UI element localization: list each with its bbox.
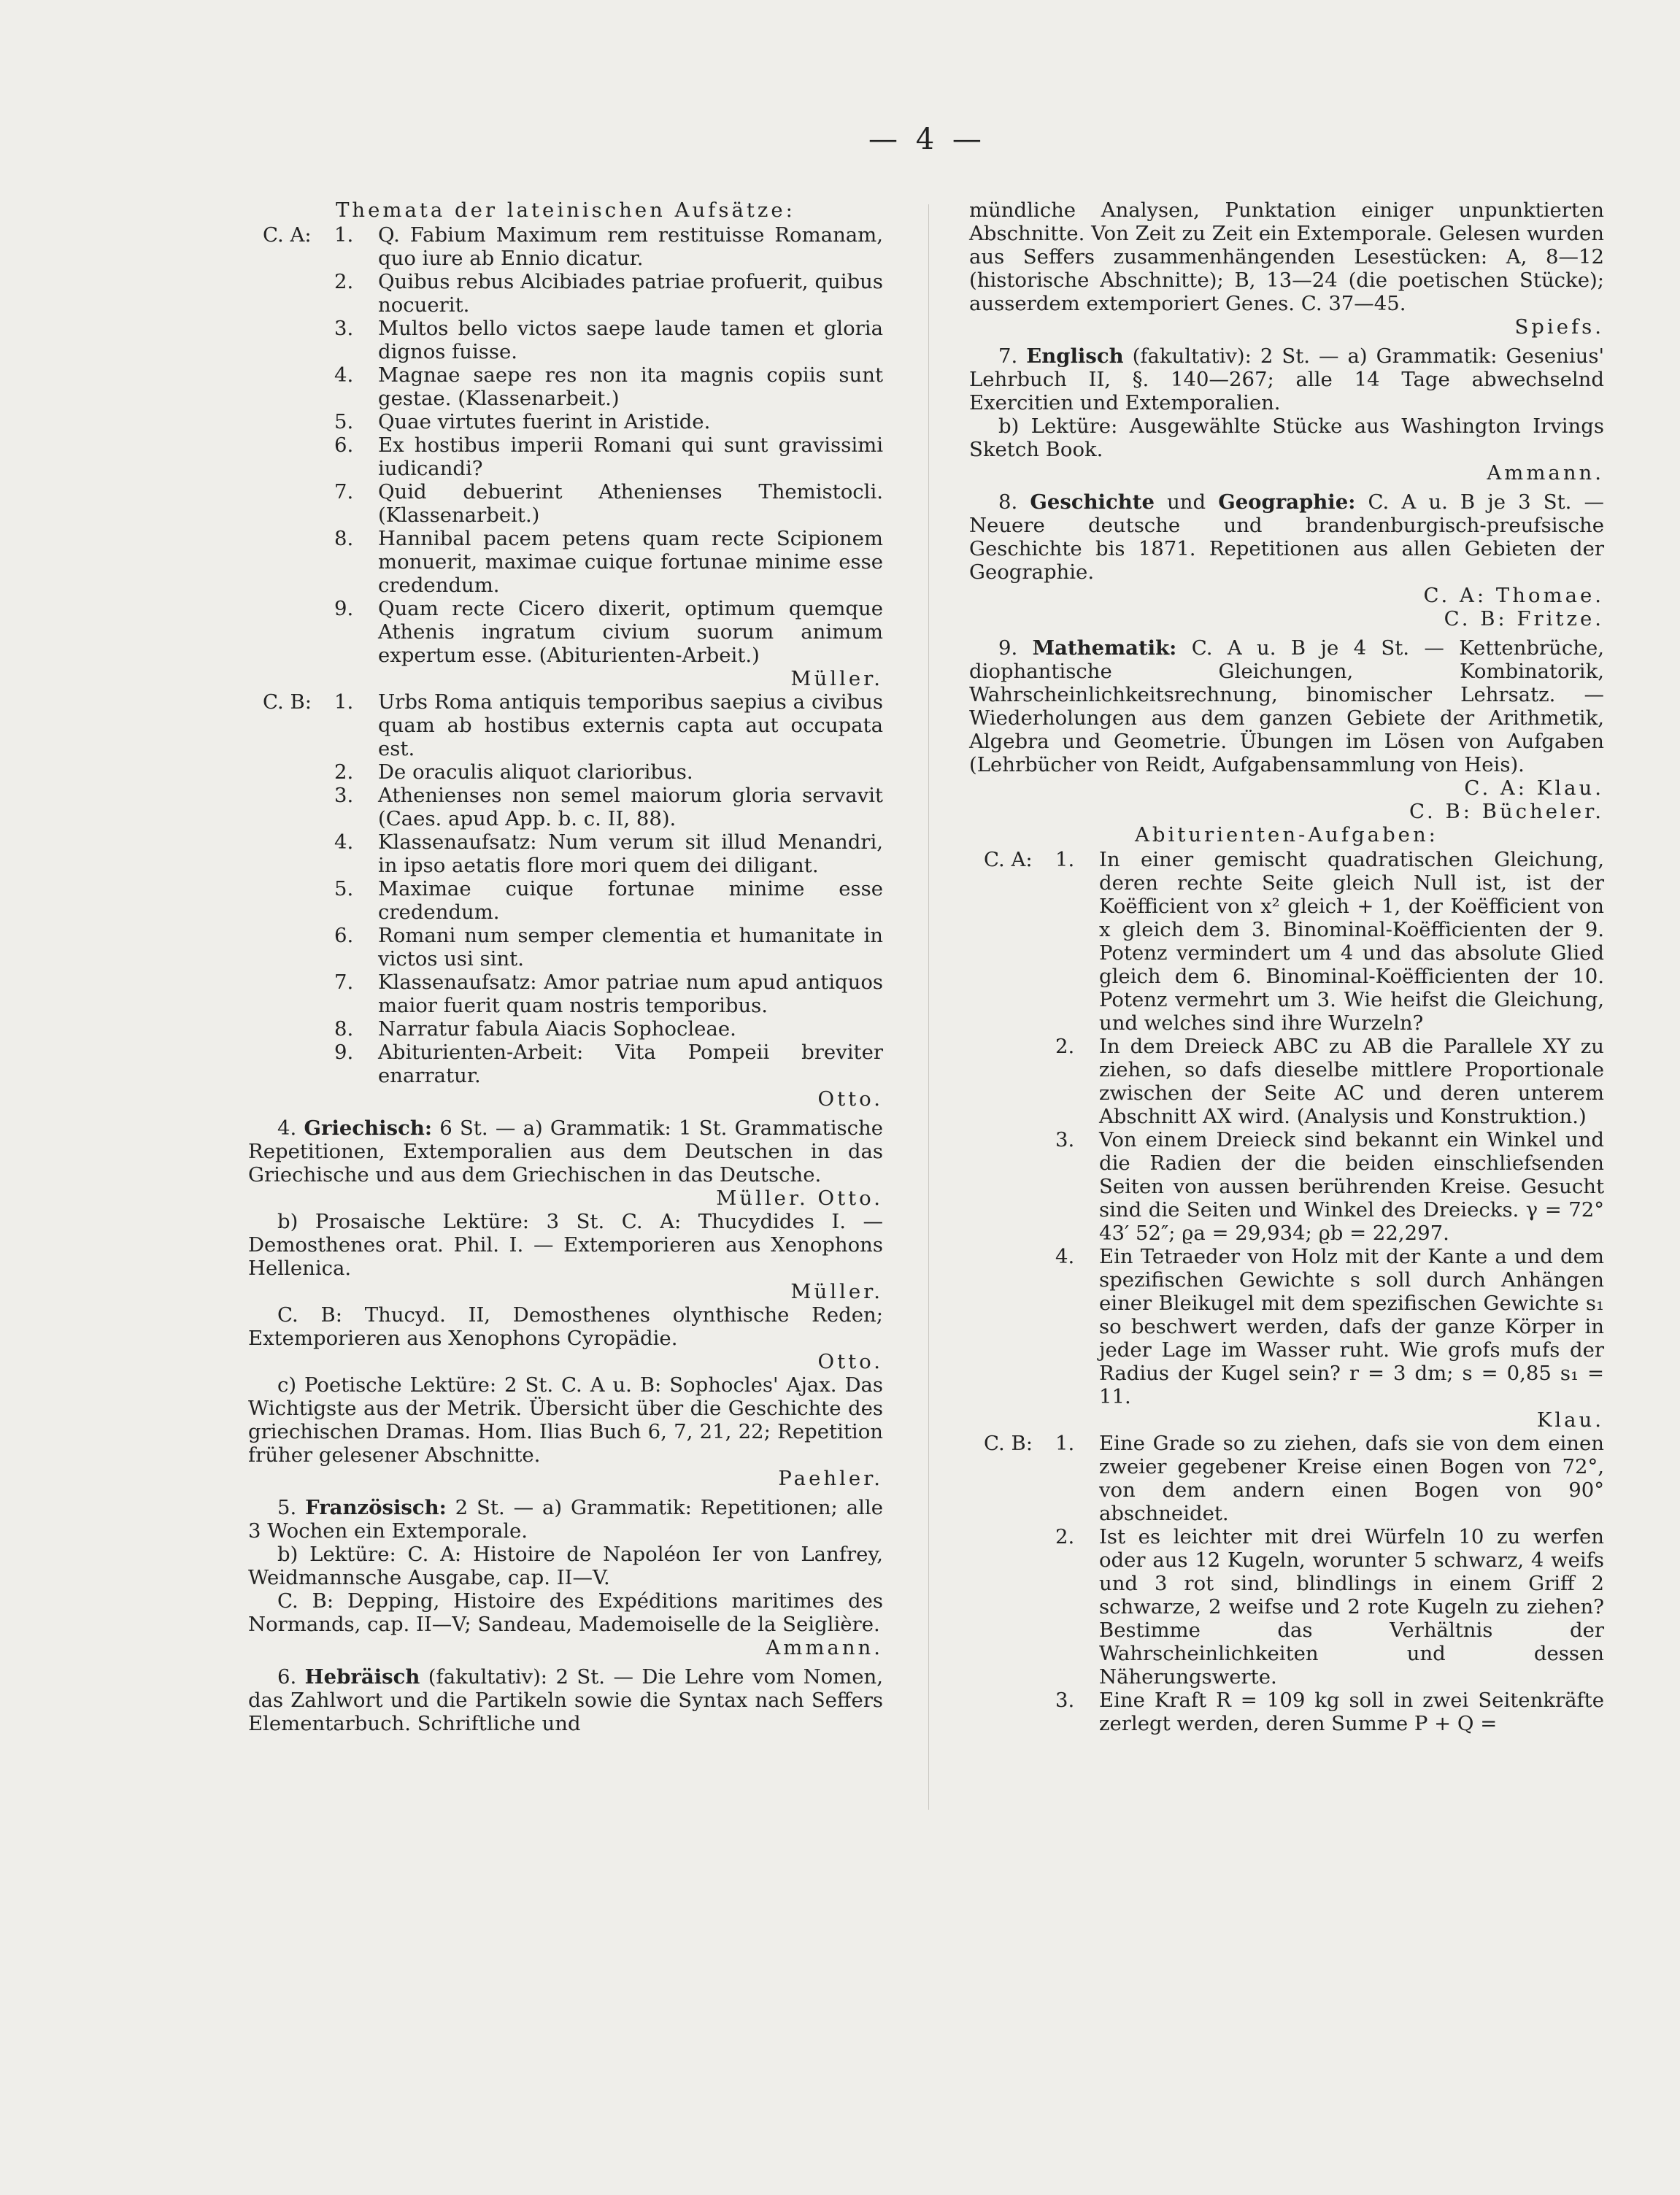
- abitur-heading: Abiturienten-Aufgaben:: [1135, 823, 1438, 846]
- french-signature: Ammann.: [766, 1636, 883, 1659]
- history-signature-b: C. B: Fritze.: [1444, 607, 1604, 630]
- english-title: Englisch: [1026, 344, 1124, 368]
- greek-title: Griechisch:: [304, 1116, 432, 1140]
- ca-label: C. A:: [984, 848, 1033, 871]
- list-item: 7. Quid debuerint Athenienses Themistocli. (Klassenarbeit.): [334, 480, 883, 527]
- math-title: Mathematik:: [1032, 636, 1177, 660]
- list-item: 2. Quibus rebus Alcibiades patriae profuerit, quibus nocuerit.: [334, 270, 883, 317]
- list-item: 2. De oraculis aliquot clarioribus.: [334, 760, 693, 784]
- signature-otto: Otto.: [817, 1087, 883, 1111]
- french-title: Französisch:: [305, 1496, 447, 1519]
- column-divider: [928, 204, 929, 1810]
- list-item: 6. Ex hostibus imperii Romani qui sunt gravissimi iudicandi?: [334, 433, 883, 480]
- section-french: 5. Französisch: 2 St. — a) Grammatik: Repetitionen; alle 3 Wochen ein Extemporale. b) Lektüre: C. A: Histoire de Napoléon Ier von Lanfrey, Weidmannsche Ausgabe, cap. II—V. C. B: Depping, Histoire des Expéditions maritimes des Normands, cap. II—V; Sandeau, Mademoiselle de la Seiglière. Ammann.: [248, 1496, 883, 1659]
- signature-klau: Klau.: [1536, 1408, 1604, 1432]
- list-item: 6. Romani num semper clementia et humanitate in victos usi sint.: [334, 924, 883, 971]
- ca-label: C. A:: [263, 223, 312, 247]
- list-item: 3. Von einem Dreieck sind bekannt ein Winkel und die Radien der die beiden einschliefsenden Seiten von aussen berührenden Kreise. Gesucht sind die Seiten und Winkel des Dreiecks. γ = 72° 43′ 52″; ϱa = 29,934; ϱb = 22,297.: [1055, 1128, 1604, 1245]
- list-item: 8. Narratur fabula Aiacis Sophocleae.: [334, 1017, 736, 1041]
- english-signature: Ammann.: [1487, 461, 1604, 485]
- signature-mueller: Müller.: [790, 667, 883, 690]
- geography-title: Geographie:: [1218, 490, 1356, 514]
- list-item: 4. Ein Tetraeder von Holz mit der Kante a und dem spezifischen Gewichte s soll durch Anhängen einer Bleikugel mit dem spezifischen Gewichte s₁ so beschwert werden, dafs der ganze Körper in jeder Lage im Wasser ruht. Wie grofs mufs der Radius der Kugel sein? r = 3 dm; s = 0,85 s₁ = 11.: [1055, 1245, 1604, 1408]
- math-signature-a: C. A: Klau.: [1464, 776, 1604, 800]
- list-item: 3. Multos bello victos saepe laude tamen et gloria dignos fuisse.: [334, 317, 883, 363]
- list-item: 4. Magnae saepe res non ita magnis copiis sunt gestae. (Klassenarbeit.): [334, 363, 883, 410]
- history-title: Geschichte: [1030, 490, 1155, 514]
- hebrew-title: Hebräisch: [304, 1665, 420, 1689]
- list-item: 3. Athenienses non semel maiorum gloria servavit (Caes. apud App. b. c. II, 88).: [334, 784, 883, 830]
- section-history: 8. Geschichte und Geographie: C. A u. B je 3 St. — Neuere deutsche und brandenburgisch-preufsische Geschichte bis 1871. Repetitionen aus allen Gebieten der Geographie. C. A: Thomae. C. B: Fritze.: [969, 490, 1604, 630]
- list-item: 8. Hannibal pacem petens quam recte Scipionem monuerit, maximae cuique fortunae minime esse credendum.: [334, 527, 883, 597]
- list-item: C. A: 1. In einer gemischt quadratischen Gleichung, deren rechte Seite gleich Null ist, ist der Koëfficient von x² gleich + 1, der Koëfficient von x gleich dem 3. Binominal-Koëfficienten der 9. Potenz vermindert um 4 und das absolute Glied gleich dem 6. Binominal-Koëfficienten der 10. Potenz vermehrt um 3. Wie heifst die Gleichung, und welches sind ihre Wurzeln?: [984, 848, 1604, 1035]
- cb-label: C. B:: [984, 1432, 1033, 1455]
- list-item: C. B: 1. Eine Grade so zu ziehen, dafs sie von dem einen zweier gegebener Kreise einen Bogen von 72°, von dem andern einen Bogen von 90° abschneidet.: [984, 1432, 1604, 1525]
- list-item: 3. Eine Kraft R = 109 kg soll in zwei Seitenkräfte zerlegt werden, deren Summe P + Q =: [1055, 1689, 1604, 1735]
- section-greek: 4. Griechisch: 6 St. — a) Grammatik: 1 St. Grammatische Repetitionen, Extemporalien aus dem Deutschen in das Griechische und aus dem Griechischen in das Deutsche. Müller. Otto. b) Prosaische Lektüre: 3 St. C. A: Thucydides I. — Demosthenes orat. Phil. I. — Extemporieren aus Xenophons Hellenica. Müller. C. B: Thucyd. II, Demosthenes olynthische Reden; Extemporieren aus Xenophons Cyropädie. Otto. c) Poetische Lektüre: 2 St. C. A u. B: Sophocles' Ajax. Das Wichtigste aus der Metrik. Übersicht über die Geschichte des griechischen Dramas. Hom. Ilias Buch 6, 7, 21, 22; Repetition früher gelesener Abschnitte. Paehler.: [248, 1116, 884, 1490]
- section-hebrew: 6. Hebräisch (fakultativ): 2 St. — Die Lehre vom Nomen, das Zahlwort und die Partikeln sowie die Syntax nach Seffers Elementarbuch. Schriftliche und: [248, 1665, 883, 1735]
- hebrew-continued: mündliche Analysen, Punktation einiger unpunktierten Abschnitte. Von Zeit zu Zeit ein Extemporale. Gelesen wurden aus Seffers zusammenhängenden Lesestücken: A, 8—12 (historische Abschnitte); B, 13—24 (die poetischen Stücke); ausserdem extemporiert Genes. C. 37—45.: [969, 198, 1604, 315]
- math-signature-b: C. B: Bücheler.: [1409, 800, 1604, 823]
- list-item: 5. Maximae cuique fortunae minime esse credendum.: [334, 877, 883, 924]
- greek-b-signature: Müller.: [790, 1280, 883, 1303]
- abitur-ca-group: [969, 848, 1604, 1432]
- abitur-cb-group: [969, 1432, 1604, 1735]
- list-item: 4. Klassenaufsatz: Num verum sit illud Menandri, in ipso aetatis flore mori quem dei diligant.: [334, 830, 883, 877]
- greek-c-signature: Paehler.: [778, 1467, 883, 1490]
- section-math: 9. Mathematik: C. A u. B je 4 St. — Kettenbrüche, diophantische Gleichungen, Kombinatorik, Wahrscheinlichkeitsrechnung, binomischer Lehrsatz. — Wiederholungen aus dem ganzen Gebiete der Arithmetik, Algebra und Geometrie. Übungen im Lösen von Aufgaben (Lehrbücher von Reidt, Aufgabensammlung von Heis). C. A: Klau. C. B: Bücheler.: [969, 636, 1604, 823]
- history-signature-a: C. A: Thomae.: [1423, 584, 1604, 607]
- list-item: 9. Quam recte Cicero dixerit, optimum quemque Athenis ingratum civium suorum animum expertum esse. (Abiturienten-Arbeit.): [334, 597, 883, 667]
- latin-cb-group: [248, 690, 883, 1111]
- left-column: [248, 198, 883, 1735]
- list-item: 9. Abiturienten-Arbeit: Vita Pompeii breviter enarratur.: [334, 1041, 883, 1087]
- list-item: 5. Quae virtutes fuerint in Aristide.: [334, 410, 711, 433]
- right-column: [969, 198, 1604, 1735]
- list-item: 2. Ist es leichter mit drei Würfeln 10 zu werfen oder aus 12 Kugeln, worunter 5 schwarz, 4 weifs und 3 rot sind, blindlings in einem Griff 2 schwarze, 2 weifse und 2 rote Kugeln zu ziehen? Bestimme das Verhältnis der Wahrscheinlichkeiten und dessen Näherungswerte.: [1055, 1525, 1604, 1689]
- greek-cb-signature: Otto.: [817, 1350, 883, 1373]
- list-item: 7. Klassenaufsatz: Amor patriae num apud antiquos maior fuerit quam nostris temporibus.: [334, 971, 883, 1017]
- list-item: C. A: 1. Q. Fabium Maximum rem restituisse Romanam, quo iure ab Ennio dicatur.: [263, 223, 883, 270]
- section-english: 7. Englisch (fakultativ): 2 St. — a) Grammatik: Gesenius' Lehrbuch II, §. 140—267; alle 14 Tage abwechselnd Exercitien und Extemporalien. b) Lektüre: Ausgewählte Stücke aus Washington Irvings Sketch Book. Ammann.: [969, 344, 1604, 485]
- cb-label: C. B:: [263, 690, 312, 714]
- page-number: — 4 —: [868, 123, 986, 156]
- list-item: 2. In dem Dreieck ABC zu AB die Parallele XY zu ziehen, so dafs dieselbe mittlere Proportionale zwischen der Seite AC und deren unterem Abschnitt AX wird. (Analysis und Konstruktion.): [1055, 1035, 1604, 1128]
- latin-essays-heading: Themata der lateinischen Aufsätze:: [336, 198, 795, 222]
- latin-ca-group: [248, 223, 883, 690]
- list-item: C. B: 1. Urbs Roma antiquis temporibus saepius a civibus quam ab hostibus externis capta aut occupata est.: [263, 690, 883, 760]
- signature-spiefs: Spiefs.: [1514, 315, 1604, 339]
- greek-signature: Müller. Otto.: [716, 1187, 883, 1210]
